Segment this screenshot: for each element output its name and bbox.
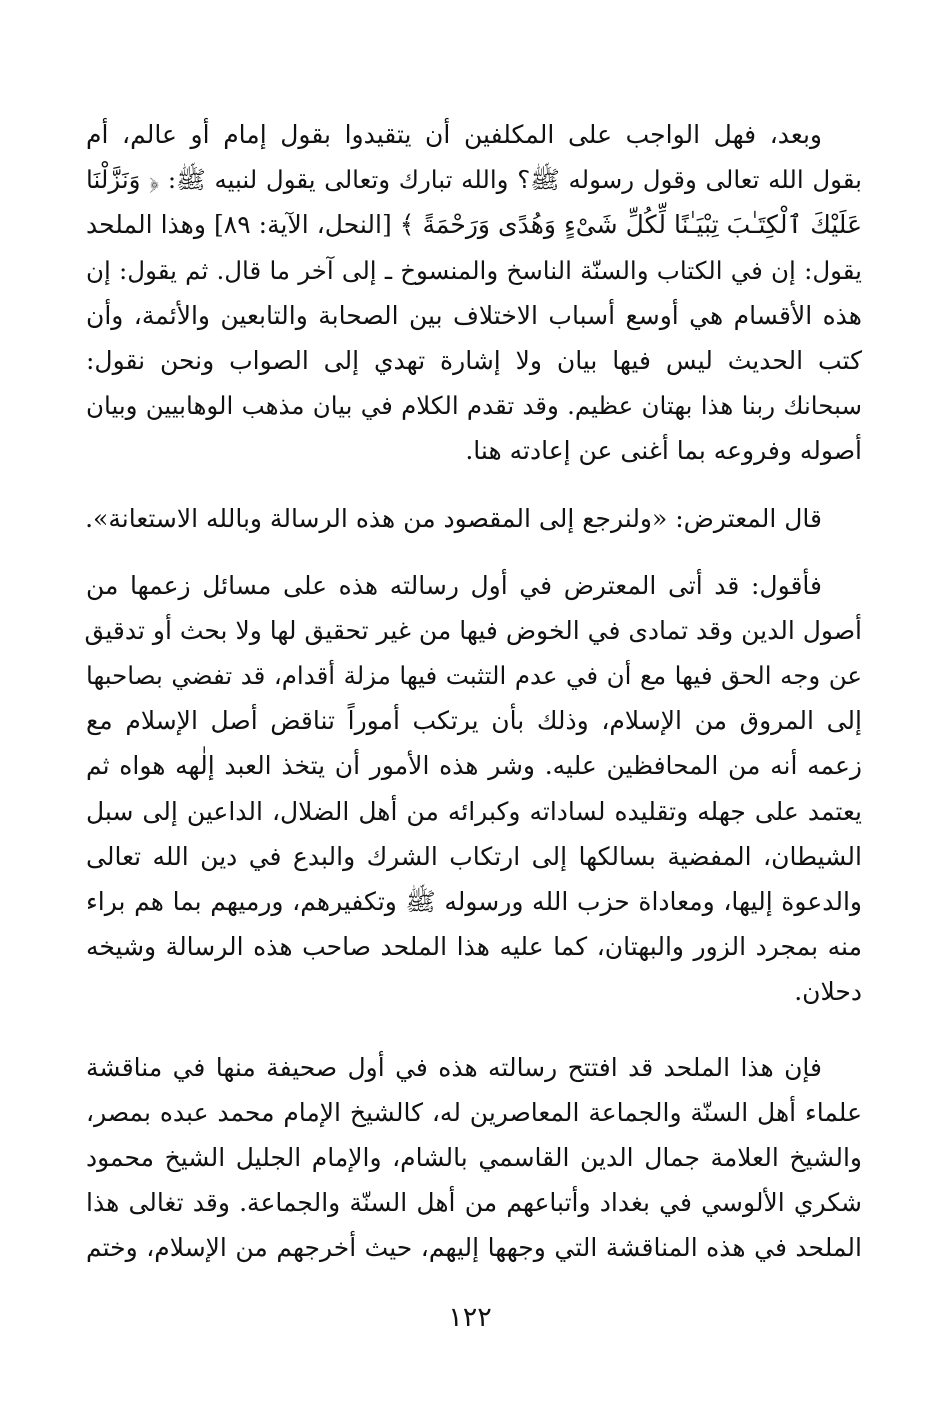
paragraph-4 <box>86 1045 862 1271</box>
text-line: أصوله وفروعه بما أغنى عن إعادته هنا. <box>465 436 862 466</box>
paragraph-1 <box>86 112 862 474</box>
text-line: كتب الحديث ليس فيها بيان ولا إشارة تهدي إلى الصواب ونحن نقول: <box>86 345 862 375</box>
text-line: دحلان. <box>794 977 862 1007</box>
text-line: شكري الألوسي في بغداد وأتباعهم من أهل السنّة والجماعة. وقد تغالى هذا <box>86 1188 862 1218</box>
text-line: زعمه أنه من المحافظين عليه. وشر هذه الأمور أن يتخذ العبد إلٰهه هواه ثم <box>86 751 862 781</box>
text-line: يعتمد على جهله وتقليده لساداته وكبرائه من أهل الضلال، الداعين إلى سبل <box>86 796 862 826</box>
text-line: سبحانك ربنا هذا بهتان عظيم. وقد تقدم الكلام في بيان مذهب الوهابيين وبيان <box>86 391 862 421</box>
text-line: عَلَيْكَ ٱلْكِتَـٰبَ تِبْيَـٰنًا لِّكُلِّ شَىْءٍ وَهُدًى وَرَحْمَةً ﴾ [النحل، الآية: ٨٩] وهذا الملحد <box>86 210 863 240</box>
page-number: ١٢٢ <box>448 1302 492 1333</box>
text-line: هذه الأقسام هي أوسع أسباب الاختلاف بين الصحابة والتابعين والأئمة، وأن <box>86 300 862 330</box>
text-line: والدعوة إليها، ومعاداة حزب الله ورسوله ﷺ وتكفيرهم، ورميهم بما هم براء <box>86 887 862 916</box>
page-body <box>86 112 862 1271</box>
text-line: يقول: إن في الكتاب والسنّة الناسخ والمنسوخ ـ إلى آخر ما قال. ثم يقول: إن <box>86 255 862 285</box>
text-line: وبعد، فهل الواجب على المكلفين أن يتقيدوا بقول إمام أو عالم، أم <box>86 120 822 149</box>
text-line: إلى المروق من الإسلام، وذلك بأن يرتكب أموراً تناقض أصل الإسلام مع <box>86 706 862 736</box>
text-line: الشيطان، المفضية بسالكها إلى ارتكاب الشرك والبدع في دين الله تعالى <box>86 841 862 871</box>
text-line: أصول الدين وقد تمادى في الخوض فيها من غير تحقيق لها ولا بحث أو تدقيق <box>84 615 862 645</box>
text-line: قال المعترض: «ولنرجع إلى المقصود من هذه الرسالة وبالله الاستعانة». <box>85 503 822 533</box>
text-line: فإن هذا الملحد قد افتتح رسالته هذه في أول صحيفة منها في مناقشة <box>86 1052 822 1082</box>
paragraph-2 <box>86 496 862 541</box>
text-line: والشيخ العلامة جمال الدين القاسمي بالشام، والإمام الجليل الشيخ محمود <box>86 1142 862 1172</box>
text-line: بقول الله تعالى وقول رسوله ﷺ؟ والله تبارك وتعالى يقول لنبيه ﷺ: ﴿ وَنَزَّلْنَا <box>86 165 862 195</box>
paragraph-3 <box>86 563 862 1015</box>
text-line: الملحد في هذه المناقشة التي وجهها إليهم، حيث أخرجهم من الإسلام، وختم <box>86 1233 862 1263</box>
text-line: عن وجه الحق فيها مع أن في عدم التثبت فيها مزلة أقدام، قد تفضي بصاحبها <box>86 661 862 691</box>
text-line: منه بمجرد الزور والبهتان، كما عليه هذا الملحد صاحب هذه الرسالة وشيخه <box>86 932 862 962</box>
text-line: فأقول: قد أتى المعترض في أول رسالته هذه على مسائل زعمها من <box>86 570 822 600</box>
text-line: علماء أهل السنّة والجماعة المعاصرين له، كالشيخ الإمام محمد عبده بمصر، <box>86 1097 862 1127</box>
